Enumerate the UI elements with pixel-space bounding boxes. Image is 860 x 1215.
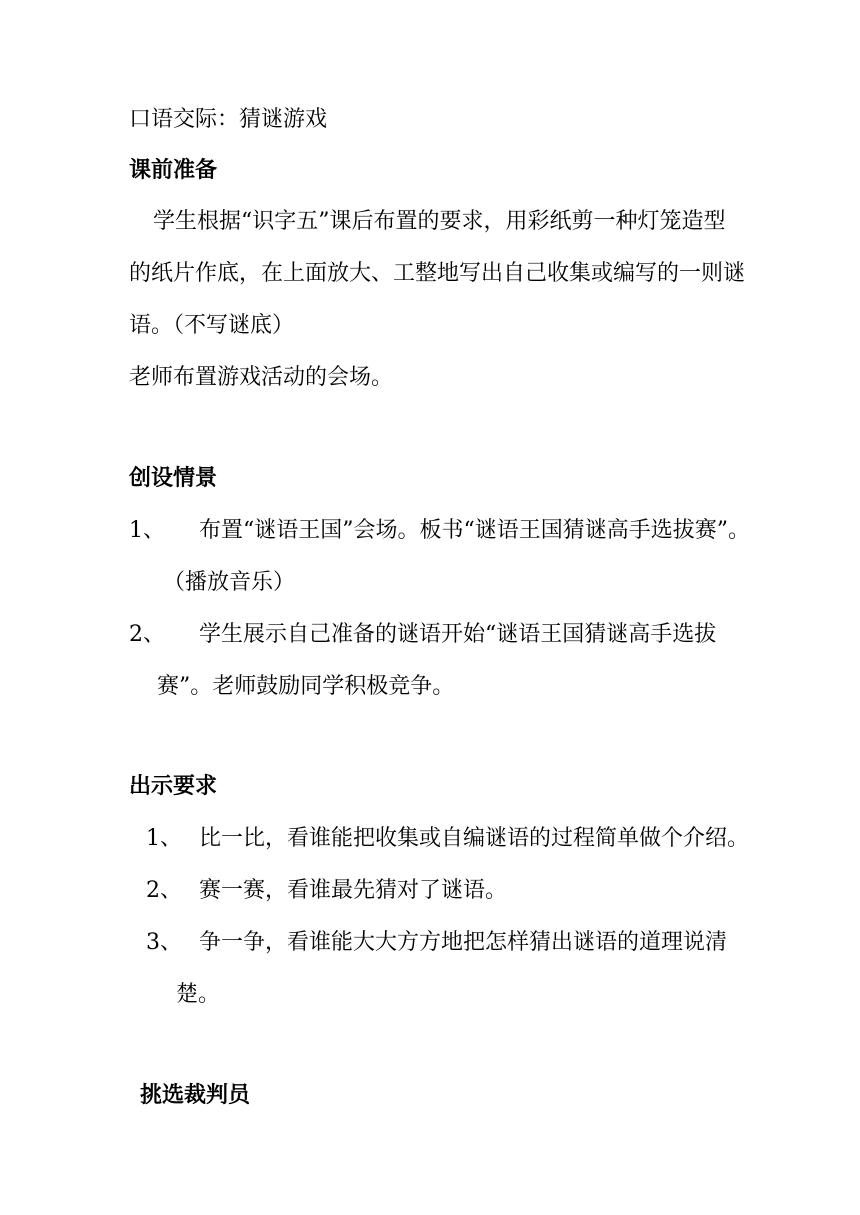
prep-line: 学生根据“识字五”课后布置的要求，用彩纸剪一种灯笼造型 (153, 209, 726, 234)
scene-item-line: 学生展示自己准备的谜语开始“谜语王国猜谜高手选拔 (199, 622, 717, 647)
requirements-heading: 出示要求 (129, 774, 218, 799)
requirement-item-line: 比一比，看谁能把收集或自编谜语的过程简单做个介绍。 (199, 826, 750, 851)
requirement-item-number: 1、 (146, 826, 182, 851)
scene-heading: 创设情景 (129, 466, 218, 491)
document-title: 口语交际：猜谜游戏 (129, 107, 328, 132)
prep-line: 的纸片作底，在上面放大、工整地写出自己收集或编写的一则谜 (129, 261, 746, 286)
prep-line: 语。（不写谜底） (129, 313, 295, 338)
scene-item-line: 布置“谜语王国”会场。板书“谜语王国猜谜高手选拔赛”。 (199, 518, 750, 543)
scene-item-number: 2、 (129, 622, 165, 647)
scene-item-number: 1、 (129, 518, 165, 543)
requirement-item-line: 赛一赛，看谁最先猜对了谜语。 (199, 878, 508, 903)
scene-item-line: （播放音乐） (163, 570, 296, 595)
prep-heading: 课前准备 (129, 158, 218, 183)
requirement-item-line: 楚。 (176, 982, 221, 1007)
scene-item-line: 赛”。老师鼓励同学积极竞争。 (157, 674, 455, 699)
requirement-item-line: 争一争，看谁能大大方方地把怎样猜出谜语的道理说清 (199, 930, 728, 955)
judges-heading: 挑选裁判员 (140, 1083, 251, 1108)
requirement-item-number: 3、 (146, 930, 182, 955)
requirement-item-number: 2、 (146, 878, 182, 903)
prep-line: 老师布置游戏活动的会场。 (129, 365, 394, 390)
